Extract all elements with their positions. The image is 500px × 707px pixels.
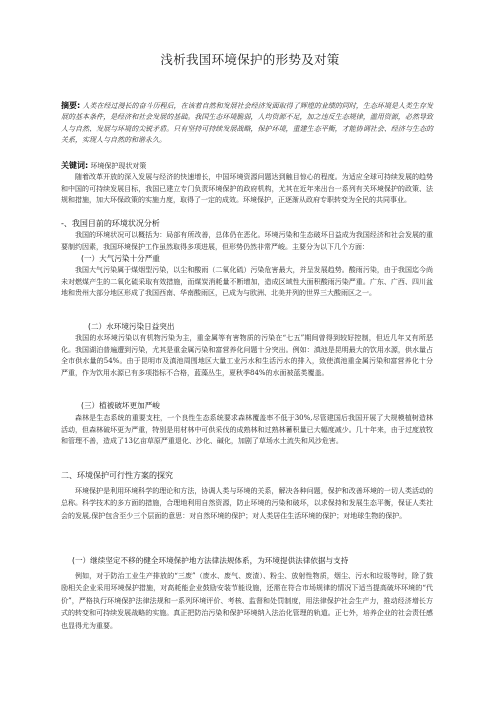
section-1-sub-3-heading: (三）植被破坏更加严峻 bbox=[81, 401, 160, 410]
section-2-intro: 环境保护是利用环境科学的理论和方法，协调人类与环境的关系，解决各种问题，保护和改善环境的一切人类活动的总称。科学技术的多方面的措施，合理地利用自然资源，防止环境的污染和破坏，以求保持和发展生态平衡，保证人类社会的发展,保护包含至少三个层面的意思：对自然环境的保护；对人类居住生活环境的保护；对地球生物的保护。 bbox=[61, 487, 433, 520]
abstract bbox=[61, 100, 433, 147]
abstract-label: 摘要: bbox=[61, 101, 81, 110]
keywords bbox=[61, 160, 146, 171]
section-1-sub-2-text: 我国的水环境污染以有机物污染为主，重金属等有害物质的污染在“七五”期间曾得到较好控制，但近几年又有所恶化。我国湖泊普遍遭到污染，尤其是重金属污染和富营养化问题十分突出。例如：滇池是昆明最大的饮用水源，供水量占全市供水量的54%。由于昆明市及滇池周围地区大量工业污水和生活污水的排入，致使滇池重金属污染和富营养化十分严重，作为饮用水源已有多项指标不合格，蓝藻丛生，夏秋季84%的水面被蓝类覆盖。 bbox=[61, 334, 433, 377]
section-1-intro: 我国的环境状况可以概括为：局部有所改善，总体仍在恶化。环境污染和生态破坏日益成为我国经济和社会发展的重要制约因素，我国环境保护工作虽然取得多项进展，但形势仍然非常严峻。主要分为以下几个方面： bbox=[61, 231, 433, 251]
section-1-sub-1-text: 我国大气污染属于煤烟型污染，以尘和酸雨（二氧化硫）污染危害最大，并呈发展趋势。酸雨污染，由于我国迄今尚未对燃煤产生的二氧化硫采取有效措施，而煤炭消耗量不断增加，造成区域性大面积酸雨污染严重。广东、广西、四川盆地和贵州大部分地区形成了我国西南、华南酸雨区，已成为与欧洲、北美并列的世界三大酸雨区之一。 bbox=[61, 266, 433, 298]
abstract-text: 人类在经过漫长的奋斗历程后，在该着自然和发展社会经济发面取得了辉煌的业绩的同时，生态环境是人类生存发展的基本条件，是经济和社会发展的基础。我国生态环境脆弱，人均资源不足，加之违反生态规律，滥用资源，必然导致人与自然、发展与环境的尖锐矛盾。只有坚持可持续发展战略，保护环境，重建生态平衡，才能协调社会、经济与生态的关系，实现人与自然的和谐永久。 bbox=[61, 102, 434, 145]
section-1-sub-2-heading: (二）水环境污染日益突出 bbox=[88, 322, 175, 331]
section-2-heading: 二、环境保护可行性方案的探究 bbox=[61, 471, 173, 480]
page-title: 浅析我国环境保护的形势及对策 bbox=[160, 52, 340, 67]
keywords-text: 环境保护现状对策 bbox=[90, 162, 147, 170]
intro-paragraph: 随着改革开放的深入发展与经济的快速增长，中国环境资源问题达到触目惊心的程度。为适应全球可持续发展的趋势和中国的可持续发展目标，我国已建立专门负责环境保护的政府机构，尤其在近年来出台一系列有关环境保护的政策、法规和措施，加大环保政策的实施力度，取得了一定的成效。环境保护，正逐渐从政府专职转变为全民的共同事业。 bbox=[61, 173, 433, 205]
keywords-label: 关键词: bbox=[61, 161, 89, 170]
section-1-heading: -、我国目前的环境状况分析 bbox=[61, 219, 160, 228]
section-1-sub-3-text: 森林是生态系统的重要支柱，一个良性生态系统要求森林覆盖率不低于30%,尽管建国后我国开展了大规模植树造林活动，但森林破坏更为严重，特别是用材林中可供采伐的成熟林和过熟林蓄积量已大幅度减少。几十年来，由于过度放牧和管理不善，造成了13亿亩草原严重退化、沙化、碱化，加剧了草场水土流失和风沙危害。 bbox=[61, 414, 433, 446]
section-2-sub-1-text: 例如，对于防治工业生产排放的“三废”（废水、废气、废渣）、粉尘、放射性物质，烟尘、污水和垃圾等时，除了鼓励相关企业采用环境保护措施，对高耗能企业鼓励安装节能设施，还需在符合市场规律的情况下适当提高破坏环境的“代价”，严格执行环境保护法律法规和一系列环境评价、考核、监督和处罚制度，用法律保护社会生产力，推动经济增长方式的转变和可持续发展战略的实施。真正把防治污染和保护环境纳入法治化管理的轨道。正七外，培养企业的社会责任感也显得尤为重要。 bbox=[61, 572, 433, 630]
section-1-sub-1-heading: (一）大气污染十分严重 bbox=[81, 254, 160, 263]
section-2-sub-1-heading: (一）继续坚定不移的健全环境保护地方法律法规体系，为环境提供法律依据与支持 bbox=[72, 556, 349, 565]
